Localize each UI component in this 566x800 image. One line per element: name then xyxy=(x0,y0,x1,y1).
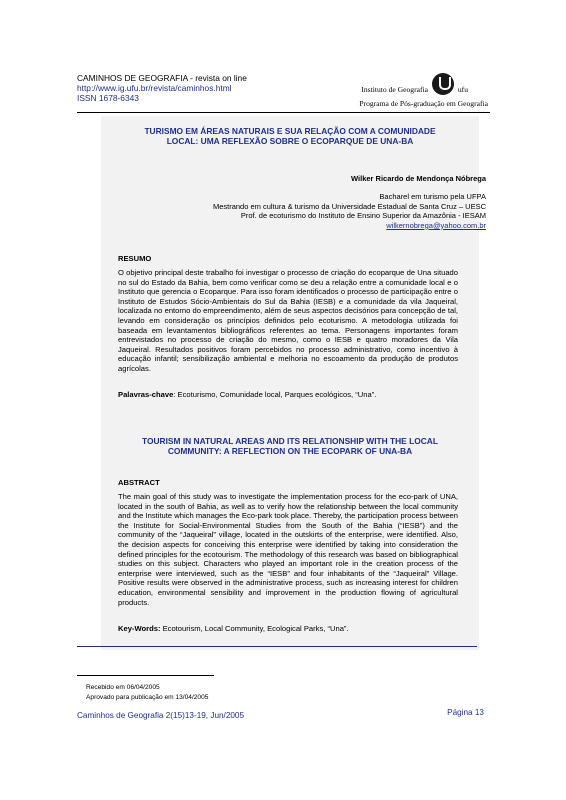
program-name: Programa de Pós-graduação em Geografia xyxy=(359,99,488,108)
author-affiliations xyxy=(213,192,486,230)
logo-text: ufu xyxy=(457,85,468,94)
journal-url-link[interactable]: http://www.ig.ufu.br/revista/caminhos.html xyxy=(77,83,232,94)
author-name: Wilker Ricardo de Mendonça Nóbrega xyxy=(351,174,486,183)
affiliation-3: Prof. de ecoturismo do Instituto de Ensino Superior da Amazônia - IESAM xyxy=(240,211,486,221)
keywords-label: Key-Words: xyxy=(118,624,161,633)
institute-name: Instituto de Geografia xyxy=(361,85,428,94)
affiliation-2: Mestrando em cultura & turismo da Universidade Estadual de Santa Cruz – UESC xyxy=(212,201,486,211)
institute-header xyxy=(338,72,488,112)
received-date: Recebido em 06/04/2005 xyxy=(86,684,160,691)
abstract-text: The main goal of this study was to investigate the implementation process for the eco-park of UNA, located in the south of Bahia, as well as to verify how the relationship between the local community and the Institute which manages the Eco-park took place. Thereby, the participation process between the Institute for Social-Environmental Studies from the South of the Bahia (“IESB”) and the community of the “Jaqueiral” village, located in the outskirts of the enterprise, were identified. Also, the decision aspects for conceiving this enterprise were identified by taking into consideration the defined principles for the ecotourism. The methodology of this research was based on bibliographical studies on this subject. Characters who played an important role in the creation process of the enterprise were interviewed, such as the “IESB” and four inhabitants of the “Jaqueiral” Village. Positive results were observed in the administrative process, such as increasing interest for children education, environmental sensibility and improvement in the production flowing of agricultural products. xyxy=(118,492,458,607)
palavras-chave xyxy=(118,390,458,400)
submission-dates xyxy=(86,683,208,702)
resumo-heading: RESUMO xyxy=(118,254,152,263)
palavras-label: Palavras-chave xyxy=(118,390,174,399)
affiliation-1: Bacharel em turismo pela UFPA xyxy=(379,192,486,201)
palavras-values: : Ecoturismo, Comunidade local, Parques ecológicos, “Una”. xyxy=(173,390,377,399)
header-divider xyxy=(77,112,490,113)
page-number: Página 13 xyxy=(447,708,484,717)
title-en-line1: TOURISM IN NATURAL AREAS AND ITS RELATIONSHIP WITH THE LOCAL xyxy=(142,436,438,446)
issn: ISSN 1678-6343 xyxy=(77,93,139,104)
title-pt-line1: TURISMO EM ÁREAS NATURAIS E SUA RELAÇÃO COM A COMUNIDADE xyxy=(144,126,436,136)
keywords-values: Ecotourism, Local Community, Ecological Parks, “Una”. xyxy=(160,624,349,633)
title-en-line2: COMMUNITY: A REFLECTION ON THE ECOPARK OF UNA-BA xyxy=(167,446,413,457)
title-pt-line2: LOCAL: UMA REFLEXÃO SOBRE O ECOPARQUE DE UNA-BA xyxy=(166,136,414,147)
resumo-text: O objetivo principal deste trabalho foi investigar o processo de criação do ecoparque de Una situado no sul do Estado da Bahia, bem como verificar como se deu a relação entre a comunidade local e o Instituto que gerencia o Ecoparque. Para isso foram identificados o processo de participação entre o Instituto de Estudos Sócio-Ambientais do Sul da Bahia (IESB) e a comunidade da vila Jaqueiral, localizada no entorno do empreendimento, além de seus aspectos decisórios para concepção de tal, levando em consideração os princípios definidos pelo ecoturismo. A metodologia utilizada foi baseada em levantamentos bibliográficos referentes ao tema. Personagens importantes foram entrevistados no processo de criação do mesmo, como o IESB e quatro moradores da Vila Jaqueiral. Resultados positivos foram percebidos no processo administrativo, como incentivo à educação infantil; sensibilização ambiental e melhoria no escoamento da produção de produtos agrícolas. xyxy=(118,268,458,373)
panel-bottom-rule xyxy=(77,646,477,647)
footnote-rule xyxy=(77,675,214,676)
title-en xyxy=(101,436,479,457)
author-email-link[interactable]: wilkernobrega@yahoo.com.br xyxy=(386,220,486,230)
ufu-logo-icon xyxy=(432,73,454,95)
abstract-heading: ABSTRACT xyxy=(118,478,160,487)
approved-date: Aprovado para publicação em 13/04/2005 xyxy=(86,693,209,701)
title-pt xyxy=(101,126,479,147)
key-words xyxy=(118,624,458,634)
footer-citation: Caminhos de Geografia 2(15)13-19, Jun/2005 xyxy=(77,711,245,720)
journal-header xyxy=(77,73,247,104)
journal-title: CAMINHOS DE GEOGRAFIA - revista on line xyxy=(77,73,247,83)
